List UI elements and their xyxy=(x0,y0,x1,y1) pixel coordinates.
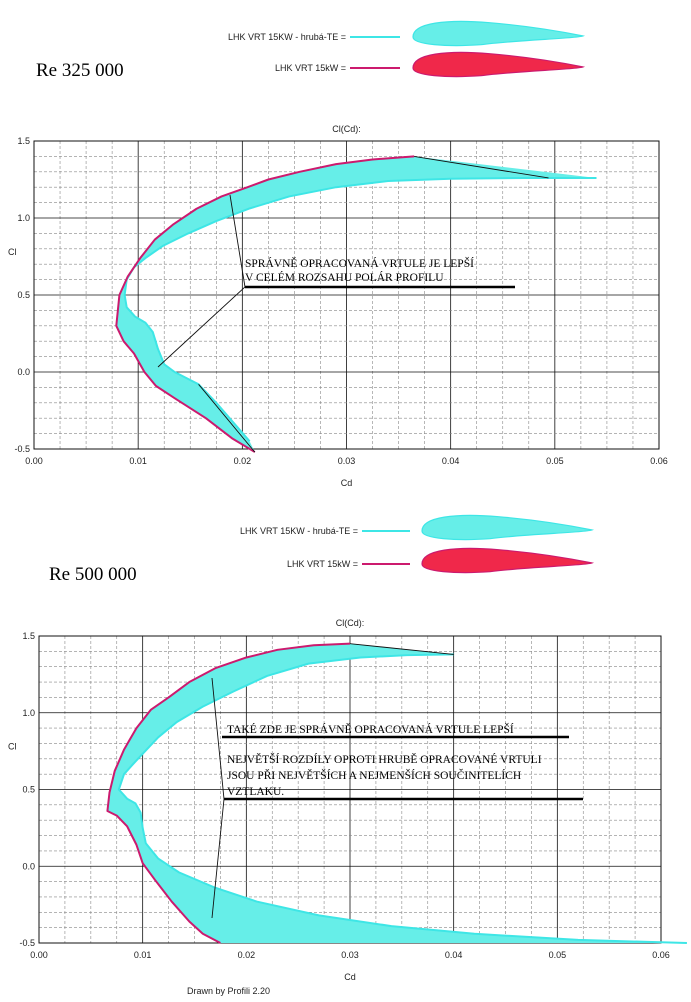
x-tick-label: 0.04 xyxy=(444,950,463,960)
chart-title: Cl(Cd): xyxy=(332,124,361,134)
y-axis-label: Cl xyxy=(8,741,17,752)
legend-airfoil-smooth xyxy=(413,52,583,76)
annotation-text: SPRÁVNĚ OPRACOVANÁ VRTULE JE LEPŠÍ xyxy=(245,258,474,270)
annotation-text: V CELÉM ROZSAHU POLÁR PROFILU xyxy=(245,272,444,284)
x-tick-label: 0.05 xyxy=(548,950,567,960)
x-tick-label: 0.02 xyxy=(233,456,252,466)
x-tick-label: 0.00 xyxy=(25,456,43,466)
x-tick-label: 0.06 xyxy=(652,950,670,960)
y-tick-label: -0.5 xyxy=(14,444,30,454)
y-tick-label: 1.0 xyxy=(17,213,30,223)
credit-text: Drawn by Profili 2.20 xyxy=(187,986,271,996)
x-tick-label: 0.00 xyxy=(30,950,48,960)
x-axis-label: Cd xyxy=(340,478,353,488)
reynolds-label: Re 500 000 xyxy=(49,564,137,585)
y-tick-label: 0.0 xyxy=(22,861,35,872)
y-tick-label: 1.5 xyxy=(22,631,35,641)
annotation-text: VZTLAKU. xyxy=(227,786,285,798)
annotation-text: TAKÉ ZDE JE SPRÁVNĚ OPRACOVANÁ VRTULE LEPŠÍ xyxy=(227,724,514,736)
chart-grid xyxy=(39,636,661,943)
x-tick-label: 0.04 xyxy=(441,456,460,466)
legend-label-rough: LHK VRT 15KW - hrubá-TE = xyxy=(240,526,358,536)
annotation-text: JSOU PŘI NEJVĚTŠÍCH A NEJMENŠÍCH SOUČINITELÍCH xyxy=(227,770,522,782)
x-tick-label: 0.05 xyxy=(546,456,564,466)
legend-label-smooth: LHK VRT 15kW = xyxy=(275,63,346,73)
x-tick-label: 0.03 xyxy=(341,950,359,960)
y-axis-label: Cl xyxy=(8,247,17,257)
chart-grid xyxy=(34,141,659,449)
x-axis-label: Cd xyxy=(344,972,356,982)
annotation-pointer xyxy=(212,678,224,918)
y-tick-label: 0.0 xyxy=(17,367,30,377)
y-tick-label: 1.0 xyxy=(22,707,35,718)
legend-label-smooth: LHK VRT 15kW = xyxy=(287,559,358,569)
x-tick-label: 0.01 xyxy=(133,950,152,960)
x-tick-label: 0.02 xyxy=(237,950,256,960)
x-tick-label: 0.01 xyxy=(129,456,147,466)
reynolds-label: Re 325 000 xyxy=(36,60,124,81)
y-tick-label: 0.5 xyxy=(17,290,30,300)
y-tick-label: 0.5 xyxy=(22,784,35,795)
y-tick-label: -0.5 xyxy=(19,938,35,948)
chart-title: Cl(Cd): xyxy=(335,618,365,628)
annotation-text: NEJVĚTŠÍ ROZDÍLY OPROTI HRUBĚ OPRACOVANÉ VRTULI xyxy=(227,754,542,766)
legend-label-rough: LHK VRT 15KW - hrubá-TE = xyxy=(228,32,346,42)
legend-airfoil-rough xyxy=(422,515,592,539)
x-tick-label: 0.06 xyxy=(650,456,668,466)
legend-airfoil-smooth xyxy=(422,548,592,572)
x-tick-label: 0.03 xyxy=(337,456,356,466)
y-tick-label: 1.5 xyxy=(17,136,30,146)
legend-airfoil-rough xyxy=(413,21,583,45)
